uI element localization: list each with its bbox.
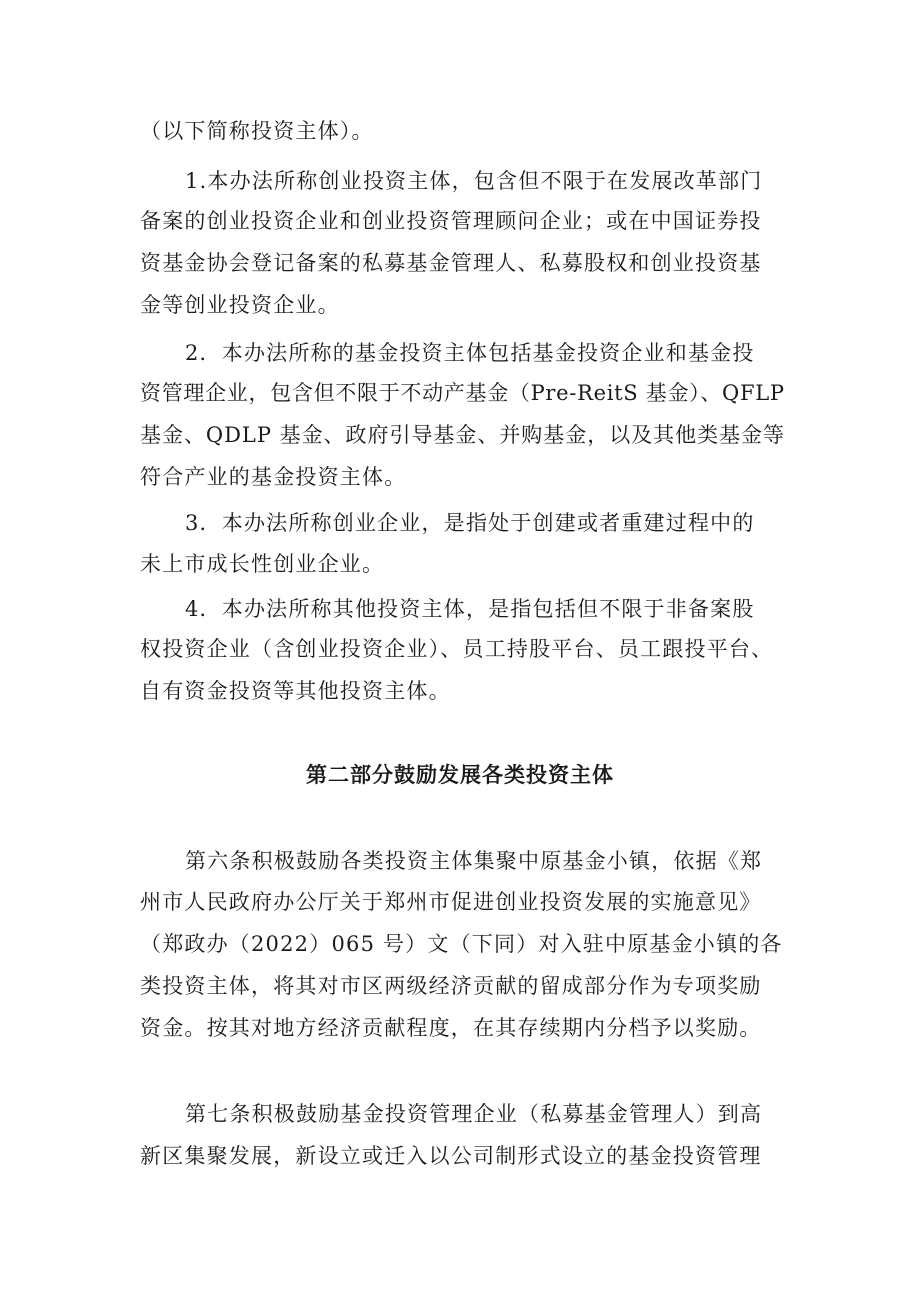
- item-2-line-1: 2．本办法所称的基金投资主体包括基金投资企业和基金投: [185, 341, 755, 365]
- item-1-line-3: 资基金协会登记备案的私募基金管理人、私募股权和创业投资基: [140, 251, 762, 275]
- article-6-line-3: （郑政办（2022）065 号）文（下同）对入驻中原基金小镇的各: [140, 932, 783, 956]
- item-3-line-2: 未上市成长性创业企业。: [140, 552, 385, 576]
- article-6-line-2: 州市人民政府办公厅关于郑州市促进创业投资发展的实施意见》: [140, 890, 762, 914]
- item-2-line-3: 基金、QDLP 基金、政府引导基金、并购基金，以及其他类基金等: [140, 423, 786, 447]
- article-7-line-1: 第七条积极鼓励基金投资管理企业（私募基金管理人）到高: [185, 1102, 763, 1126]
- item-1-line-4: 金等创业投资企业。: [140, 293, 340, 317]
- item-1-line-1: 1.本办法所称创业投资主体，包含但不限于在发展改革部门: [185, 169, 763, 193]
- article-6-line-1: 第六条积极鼓励各类投资主体集聚中原基金小镇，依据《郑: [185, 849, 763, 873]
- item-2-line-2: 资管理企业，包含但不限于不动产基金（Pre-ReitS 基金）、QFLP: [140, 381, 785, 405]
- item-4-line-1: 4．本办法所称其他投资主体，是指包括但不限于非备案股: [185, 597, 755, 621]
- article-6-line-4: 类投资主体，将其对市区两级经济贡献的留成部分作为专项奖励: [140, 974, 762, 998]
- intro-line: （以下简称投资主体）。: [140, 119, 374, 143]
- item-4-line-2: 权投资企业（含创业投资企业）、员工持股平台、员工跟投平台、: [140, 637, 774, 661]
- article-7-line-2: 新区集聚发展，新设立或迁入以公司制形式设立的基金投资管理: [140, 1144, 762, 1168]
- article-6-line-5: 资金。按其对地方经济贡献程度，在其存续期内分档予以奖励。: [140, 1016, 762, 1040]
- item-3-line-1: 3．本办法所称创业企业，是指处于创建或者重建过程中的: [185, 511, 755, 535]
- item-2-line-4: 符合产业的基金投资主体。: [140, 465, 407, 489]
- item-4-line-3: 自有资金投资等其他投资主体。: [140, 679, 451, 703]
- section-heading: 第二部分鼓励发展各类投资主体: [306, 763, 614, 787]
- item-1-line-2: 备案的创业投资企业和创业投资管理顾问企业；或在中国证券投: [140, 209, 762, 233]
